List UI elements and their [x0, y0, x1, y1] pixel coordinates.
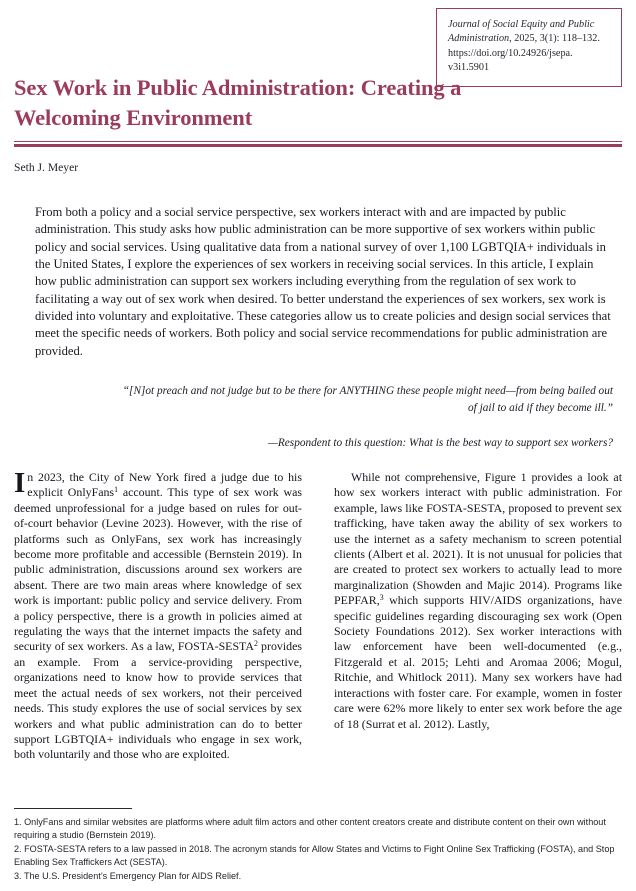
- footnote-marker-2[interactable]: 2: [253, 639, 258, 649]
- pull-quote: [120, 383, 613, 452]
- author-name: Seth J. Meyer: [14, 161, 79, 174]
- left-text-part-2: account. This type of sex work was deemed unprofessional for a judge based on rules for out-of-court behavior (Levine 2023). However, with the rise of platforms such as OnlyFans, sex work has increasingly become more profitable and accessible (Bernstein 2019). In public administration, discussions around sex workers are absent. There are two main areas where knowledge of sex work is important: public policy and service delivery. From a policy perspective, there is a growth in policies aimed at regulating the ways that the internet impacts the safety and security of sex workers. As a law, FOSTA-SESTA: [14, 485, 302, 654]
- page-title: Sex Work in Public Administration: Creating a Welcoming Environment: [14, 75, 462, 130]
- title-divider: [14, 141, 622, 147]
- footnote-item: 1. OnlyFans and similar websites are platforms where adult film actors and other content creators create and distribute content on their own without requiring a studio (Bernstein 2019).: [14, 817, 606, 840]
- journal-name: Journal of Social Equity and Public Administration: [448, 19, 595, 45]
- abstract-text: From both a policy and a social service perspective, sex workers interact with and are impacted by public administration. This study asks how public administration can be more supportive of sex workers within public policy and social services. Using qualitative data from a national survey of over 1,100 LGBTQIA+ individuals in the United States, I explore the experiences of sex workers in receiving social services. In this article, I explain how public administration can support sex workers including everything from the regulation of sex work to facilitating a way out of sex work when desired. To better understand the experiences of sex workers, sex work is divided into voluntary and exploitative. These categories allow us to create policies and design social services that meet the specific needs of workers. Both policy and social service recommendations for public administration are provided.: [35, 205, 611, 358]
- pull-quote-attribution: —Respondent to this question: What is the best way to support sex workers?: [267, 436, 613, 449]
- body-column-right: [334, 470, 622, 732]
- right-text-part-2: which supports HIV/AIDS organizations, have specific guidelines regarding discouraging sex work (Open Society Foundations 2012). Sex worker interactions with law enforcement have been well-documented (e.g., Fitzgerald et al. 2015; Lehti and Aromaa 2006; Mogul, Ritchie, and Whitlock 2011). Many sex workers have had interactions with foster care. For example, women in foster care were 62% more likely to enter sex work before the age of 18 (Surrat et al. 2012). Lastly,: [334, 593, 622, 731]
- drop-cap: I: [14, 467, 26, 499]
- right-text-part-1: While not comprehensive, Figure 1 provides a look at how sex workers interact with public administration. For example, laws like FOSTA-SESTA, proposed to prevent sex trafficking, have taken away the ability of sex workers to use the internet as a safety mechanism to screen potential clients (Albert et al. 2021). It is not unusual for policies that are created to protect sex workers to actually lead to more marginalization (Showden and Majic 2014). Programs like PEPFAR,: [334, 470, 622, 608]
- journal-doi-line-1[interactable]: https://doi.org/10.24926/jsepa.: [448, 47, 573, 59]
- left-text-part-1: n 2023, the City of New York fired a judge due to his explicit OnlyFans: [27, 470, 302, 500]
- journal-doi-line-2[interactable]: v3i1.5901: [448, 62, 490, 74]
- footnote-separator: [14, 808, 132, 809]
- pull-quote-text: “[N]ot preach and not judge but to be there for ANYTHING these people might need—from being bailed out of jail to aid if they become ill.”: [122, 385, 613, 414]
- footnote-marker-1[interactable]: 1: [114, 485, 118, 495]
- divider-thick-line: [14, 144, 622, 147]
- left-text-part-3: provides an example. From a service-providing perspective, organizations need to know how to provide services that meet the actual needs of sex workers, not their perceived needs. This study explores the use of social services by sex workers and what public administration can do to better support LGBTQIA+ individuals who engage in sex work, both voluntarily and those who are exploited.: [14, 639, 302, 762]
- footnotes-section: [14, 816, 622, 884]
- footnote-item: 3. The U.S. President’s Emergency Plan for AIDS Relief.: [14, 870, 242, 881]
- footnote-item: 2. FOSTA-SESTA refers to a law passed in 2018. The acronym stands for Allow States and Victims to Fight Online Sex Trafficking (FOSTA), and Stop Enabling Sex Traffickers Act (SESTA).: [14, 843, 615, 867]
- left-column-paragraph: [14, 467, 302, 763]
- body-columns: [14, 467, 622, 800]
- body-column-left: [14, 467, 302, 763]
- footnote-marker-3[interactable]: 3: [379, 593, 384, 603]
- journal-citation: , 2025, 3(1): 118–132.: [509, 33, 600, 45]
- right-column-paragraph: [334, 470, 622, 732]
